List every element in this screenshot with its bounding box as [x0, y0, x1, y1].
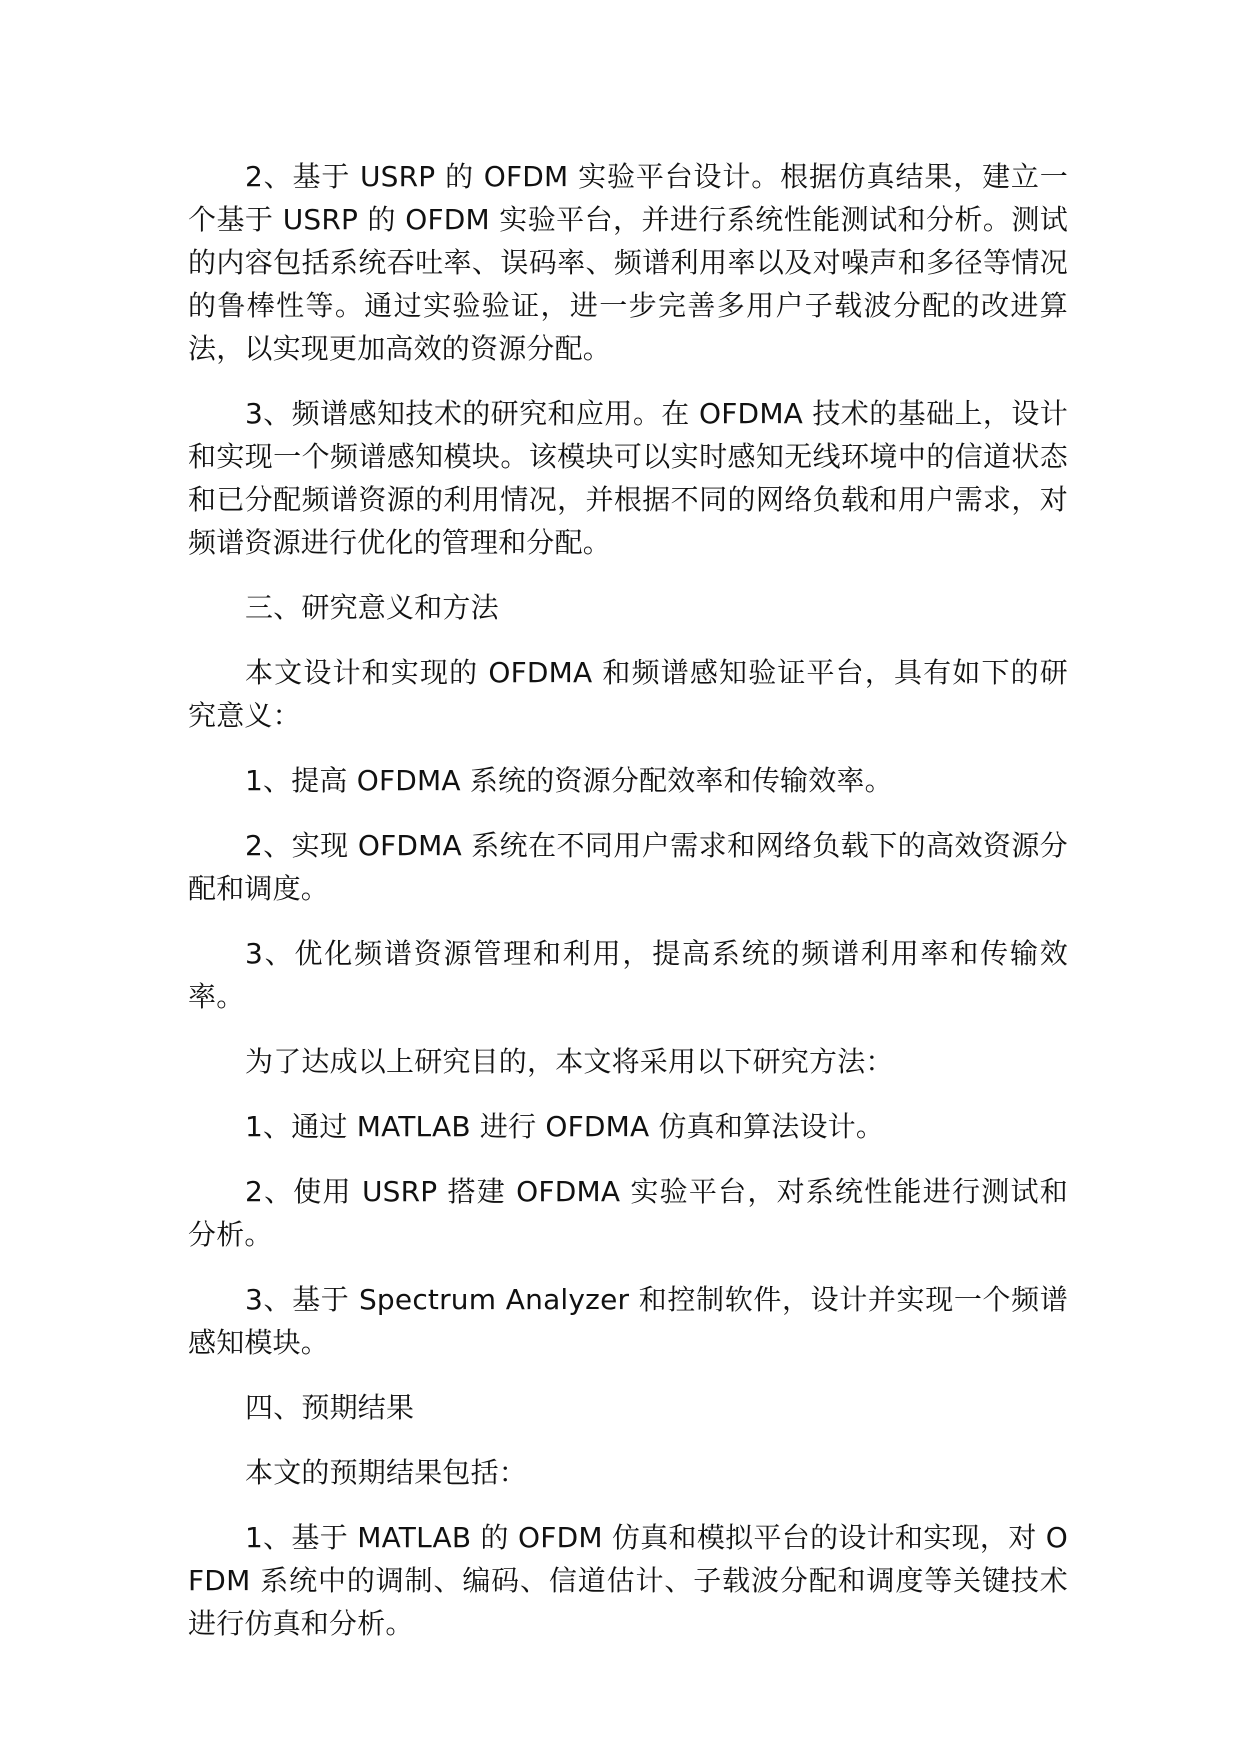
list-item-significance-1: 1、提高 OFDMA 系统的资源分配效率和传输效率。: [245, 764, 893, 797]
list-item-method-3: 3、基于 Spectrum Analyzer 和控制软件，设计并实现一个频谱感知模块。: [188, 1283, 1068, 1359]
section-heading-expected-results: 四、预期结果: [245, 1391, 415, 1424]
section-heading-significance-methods: 三、研究意义和方法: [245, 591, 499, 624]
list-item-method-2: 2、使用 USRP 搭建 OFDMA 实验平台，对系统性能进行测试和分析。: [188, 1175, 1068, 1251]
list-item-method-1: 1、通过 MATLAB 进行 OFDMA 仿真和算法设计。: [245, 1110, 885, 1143]
list-item-expected-result-1: 1、基于 MATLAB 的 OFDM 仿真和模拟平台的设计和实现，对 OFDM 系统中的调制、编码、信道估计、子载波分配和调度等关键技术进行仿真和分析。: [188, 1521, 1068, 1640]
paragraph-methods-intro: 为了达成以上研究目的，本文将采用以下研究方法：: [245, 1045, 894, 1078]
document-body: [188, 155, 1068, 1667]
list-item-significance-3: 3、优化频谱资源管理和利用，提高系统的频谱利用率和传输效率。: [188, 937, 1068, 1013]
paragraph-spectrum-sensing: 3、频谱感知技术的研究和应用。在 OFDMA 技术的基础上，设计和实现一个频谱感知模块。该模块可以实时感知无线环境中的信道状态和已分配频谱资源的利用情况，并根据不同的网络负载和用户需求，对频谱资源进行优化的管理和分配。: [188, 397, 1068, 559]
paragraph-usrp-platform-design: 2、基于 USRP 的 OFDM 实验平台设计。根据仿真结果，建立一个基于 USRP 的 OFDM 实验平台，并进行系统性能测试和分析。测试的内容包括系统吞吐率、误码率、频谱利用率以及对噪声和多径等情况的鲁棒性等。通过实验验证，进一步完善多用户子载波分配的改进算法，以实现更加高效的资源分配。: [188, 160, 1068, 365]
paragraph-expected-results-intro: 本文的预期结果包括：: [245, 1456, 528, 1489]
list-item-significance-2: 2、实现 OFDMA 系统在不同用户需求和网络负载下的高效资源分配和调度。: [188, 829, 1068, 905]
paragraph-significance-intro: 本文设计和实现的 OFDMA 和频谱感知验证平台，具有如下的研究意义：: [188, 656, 1068, 732]
